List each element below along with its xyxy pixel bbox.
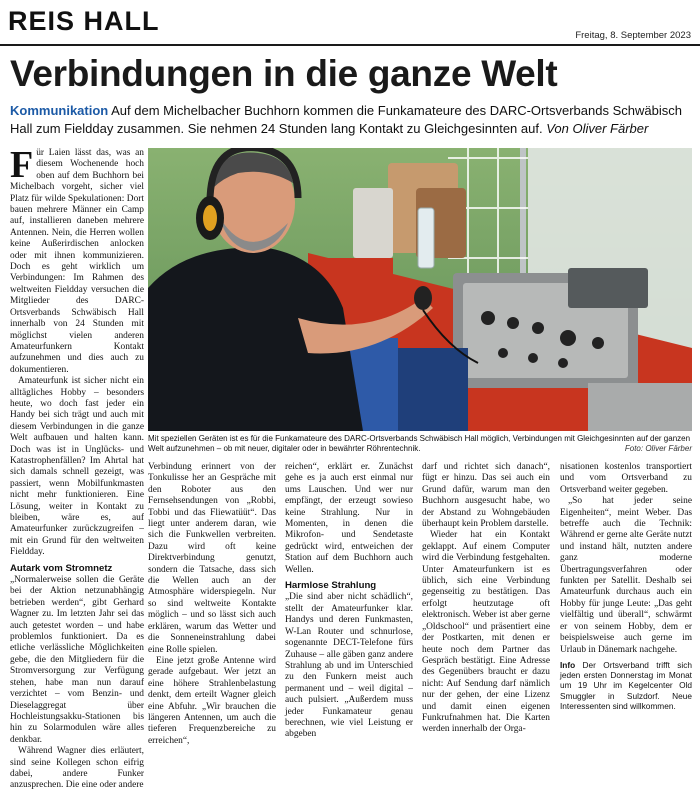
paragraph: Wieder hat ein Kontakt geklappt. Auf einem Computer wird die Verbindung festgehalten. Unter Amateurfunkern ist es üblich, sich eine Verbindung gegenseitig zu bestätigen. Das erfolgt heutzutage oft elektronisch. Weber ist aber gerne „Oldschool“ und präsentiert eine der Postkarten, mit denen er heute noch dem Partner das Gespräch bestätigt. Eine Adresse des Gegenübers braucht er dazu nicht: Auf Sendung darf nämlich nur der gehen, der eine Lizenz und damit einen eigenen Funkrufnahmen hat. Die Karten werden innerhalb der Orga- xyxy=(422,530,550,735)
info-text: Der Ortsverband trifft sich jeden ersten Donnerstag im Monat um 19 Uhr im Kegelcenter Old Smuggler in Sulzdorf. Neue Interessenten sind willkommen. xyxy=(560,659,692,711)
byline: Von Oliver Färber xyxy=(546,121,649,136)
paragraph: reichen“, erklärt er. Zunächst gehe es ja auch erst einmal nur ums Lauschen. Und wer nur empfängt, der erzeugt sowieso keine Strahlung. Nur in Momenten, in denen die Mikrofon- und Sendetaste gedrückt wird, entweichen der Station auf dem Buchhorn auch Wellen. xyxy=(285,462,413,575)
paragraph: „So hat jeder seine Eigenheiten“, meint Weber. Das betreffe auch die Technik: Während er gerne alte Geräte nutzt und instand hält, nutzten andere ganz moderne Übertragungsverfahren oder funkten per Satellit. Deshalb sei Amateurfunk durchaus auch ein Hobby für junge Leute: „Das geht vielfältig und überall“, schwärmt er von seinem Hobby, dem er beispielsweise auch gerne im Urlaub in Dänemark nachgehe. xyxy=(560,496,692,655)
teaser-keyword: Kommunikation xyxy=(10,103,109,118)
subheading: Harmlose Strahlung xyxy=(285,580,377,592)
info-box xyxy=(560,660,692,711)
caption-text: Mit speziellen Geräten ist es für die Funkamateure des DARC-Ortsverbands Schwäbisch Hall möglich, Verbindungen mit Gleichgesinnten auf der ganzen Welt aufzunehmen – ob mit neuer, digitaler oder in bewährter Röhrentechnik. xyxy=(148,434,691,453)
article-column-3 xyxy=(422,462,550,736)
article-column-2 xyxy=(285,462,413,741)
header-rule xyxy=(0,44,700,46)
info-label: Info xyxy=(560,659,576,670)
photo-credit: Foto: Oliver Färber xyxy=(624,444,692,453)
teaser-text: Auf dem Michelbacher Buchhorn kommen die Funkamateure des DARC-Ortsverbands Schwäbisch Hall zum Fieldday zusammen. Sie nehmen 24 Stunden lang Kontakt zu Gleichgesinnten auf. xyxy=(10,103,682,136)
paragraph: nisationen kostenlos transportiert und vom Ortsverband zu Ortsverband weiter gegeben. xyxy=(560,462,692,495)
subheading: Autark vom Stromnetz xyxy=(10,562,113,574)
paragraph: „Die sind aber nicht schädlich“, stellt der Amateurfunker klar. Handys und deren Funkmasten, W-Lan Router und schnurlose, sogenannte DECT-Telefone fürs Zuhause – alle gäben ganz andere Strahlung ab und im Unterschied zu den Funkern meist auch permanent und – weil digital – auch pulsiert. „Außerdem muss jeder Funkamateur genau berechnen, wie viel Leistung er abgeben xyxy=(285,592,413,740)
article-teaser xyxy=(10,102,690,138)
article-column-4 xyxy=(560,462,692,711)
issue-date: Freitag, 8. September 2023 xyxy=(575,30,691,41)
article-photo xyxy=(148,148,692,431)
section-title: REIS HALL xyxy=(8,6,160,36)
paragraph: Eine jetzt große Antenne wird gerade aufgebaut. Wer jetzt an eine höhere Strahlenbelastung denkt, dem erteilt Wagner gleich eine Abfuhr. „Wir brauchen die längeren Antennen, um auch die tieferen Frequenzbereiche zu erreichen“, xyxy=(148,655,276,746)
paragraph: Für Laien lässt das, was an diesem Wochenende hoch oben auf dem Buchhorn bei Michelbach vorgeht, sicher viel Platz für wilde Spekulationen: Dort bauen mehrere Männer ein Camp auf, installieren daneben mehrere Antennen. Nein, die Herren wollen keine Außerirdischen anlocken oder mit ihnen kommunizieren. Doch es geht wirklich um Verbindungen: Im Rahmen des weltweiten Fieldday versuchen die Mitglieder des DARC-Ortsverbands Schwäbisch Hall innerhalb von 24 Stunden mit möglichst vielen anderen Amateurfunkern Kontakt aufzunehmen und dies auch zu dokumentieren. xyxy=(10,144,144,375)
paragraph: darf und richtet sich danach“, fügt er hinzu. Das sei auch ein Grund dafür, warum man den Buchhorn ausgesucht habe, wo der Abstand zu Wohngebäuden überhaupt kein Problem darstelle. xyxy=(422,462,550,530)
paragraph: „Normalerweise sollen die Geräte bei der Aktion netzunabhängig betrieben werden“, gibt Gerhard Wagner zu. Im letzten Jahr sei das auch getestet worden – und habe problemlos funktioniert. Da es etliche verlässliche Möglichkeiten gebe, die den Mitgliedern für die Stromversorgung zur Verfügung stehen, habe man nun darauf verzichtet – vom Benzin- und Dieselaggregat über Hochleistungsakku-Stationen bis hin zu Solarmodulen wäre alles denkbar. xyxy=(10,575,144,745)
drop-cap: F xyxy=(10,144,34,186)
paragraph: Verbindung erinnert von der Tonkulisse her an Gespräche mit den Roboter aus den Fernsehsendungen von „Robbi, Tobbi und das Fliewatüüt“. Das liegt unter anderem daran, wie sich die Funkwellen verbreiten. Dazu wird oft keine Direktverbindung genutzt, sondern die Tatsache, dass sich die Wellen auch an der Atmosphäre widerspiegeln. Nur so sind weltweite Kontakte möglich – und so lässt sich auch erklären, warum das Wetter und die Sonneneinstrahlung dabei eine Rolle spielen. xyxy=(148,462,276,655)
paragraph: Amateurfunk ist sicher nicht ein alltägliches Hobby – besonders heute, wo doch fast jeder ein Handy bei sich trägt und auch mit diesem Verbindungen in die ganze Welt aufbauen und halten kann. Doch was ist in Unglücks- und Katastrophenfällen? Im Ahrtal hat sich damals schnell gezeigt, was passiert, wenn Mobilfunkmasten nicht mehr funktionieren. Eine Lösung, weiter in Kontakt zu bleiben, wäre es, auf Amateurfunker zurückzugreifen – mit ein Grund für den weltweiten Fieldday. xyxy=(10,376,144,558)
article-headline: Verbindungen in die ganze Welt xyxy=(10,53,558,94)
page-header xyxy=(0,0,700,44)
article-column-1 xyxy=(148,462,276,747)
photo-illustration xyxy=(148,148,692,431)
article-column-left xyxy=(10,144,144,792)
photo-caption xyxy=(148,434,692,454)
paragraph: Während Wagner dies erläutert, sind seine Kollegen schon eifrig dabei, andere Funker anzusprechen. Die eine oder andere xyxy=(10,746,144,791)
